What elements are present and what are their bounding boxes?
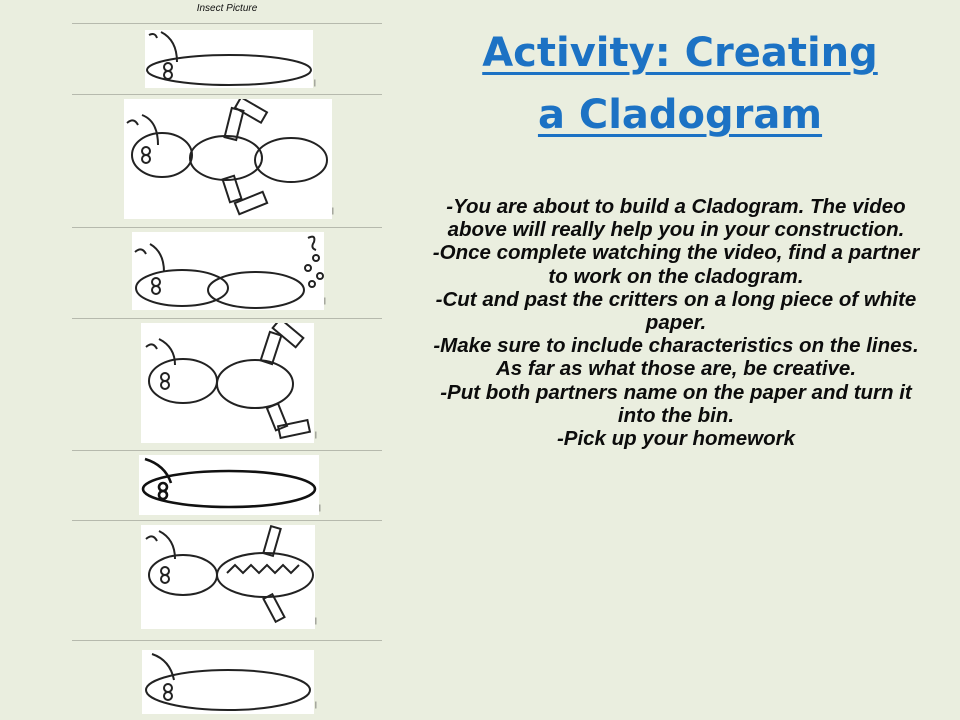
- slide-title: [430, 22, 930, 146]
- insect-card-3: [132, 232, 324, 310]
- divider: [72, 640, 382, 641]
- insect-card-1: [145, 30, 313, 88]
- insect-card-5: [139, 455, 319, 515]
- worksheet-caption: Insect Picture: [196, 3, 258, 14]
- insect-card-2: [124, 99, 332, 219]
- divider: [72, 450, 382, 451]
- instruction-6: -Pick up your homework: [556, 427, 796, 451]
- divider: [72, 227, 382, 228]
- divider: [72, 23, 382, 24]
- instruction-3: -Cut and past the critters on a long piece of white paper.: [435, 287, 917, 335]
- insect-card-7: [142, 650, 314, 714]
- instruction-1: -You are about to build a Cladogram. The video above will really help you in your construction.: [446, 195, 906, 242]
- insect-card-6: [141, 525, 315, 629]
- divider: [72, 318, 382, 319]
- instruction-2: -Once complete watching the video, find a partner to work on the cladogram.: [432, 241, 920, 288]
- insect-card-4: [141, 323, 314, 443]
- instructions-text: [426, 195, 926, 450]
- worksheet-image: Insect Picture | | | | | | |: [72, 0, 382, 720]
- divider: [72, 94, 382, 95]
- title-line-1[interactable]: Activity: Creating: [482, 30, 878, 76]
- instruction-5: -Put both partners name on the paper and turn it into the bin.: [440, 380, 912, 427]
- title-line-2[interactable]: a Cladogram: [537, 92, 823, 138]
- divider: [72, 520, 382, 521]
- instruction-4: -Make sure to include characteristics on the lines. As far as what those are, be creative.: [433, 334, 919, 381]
